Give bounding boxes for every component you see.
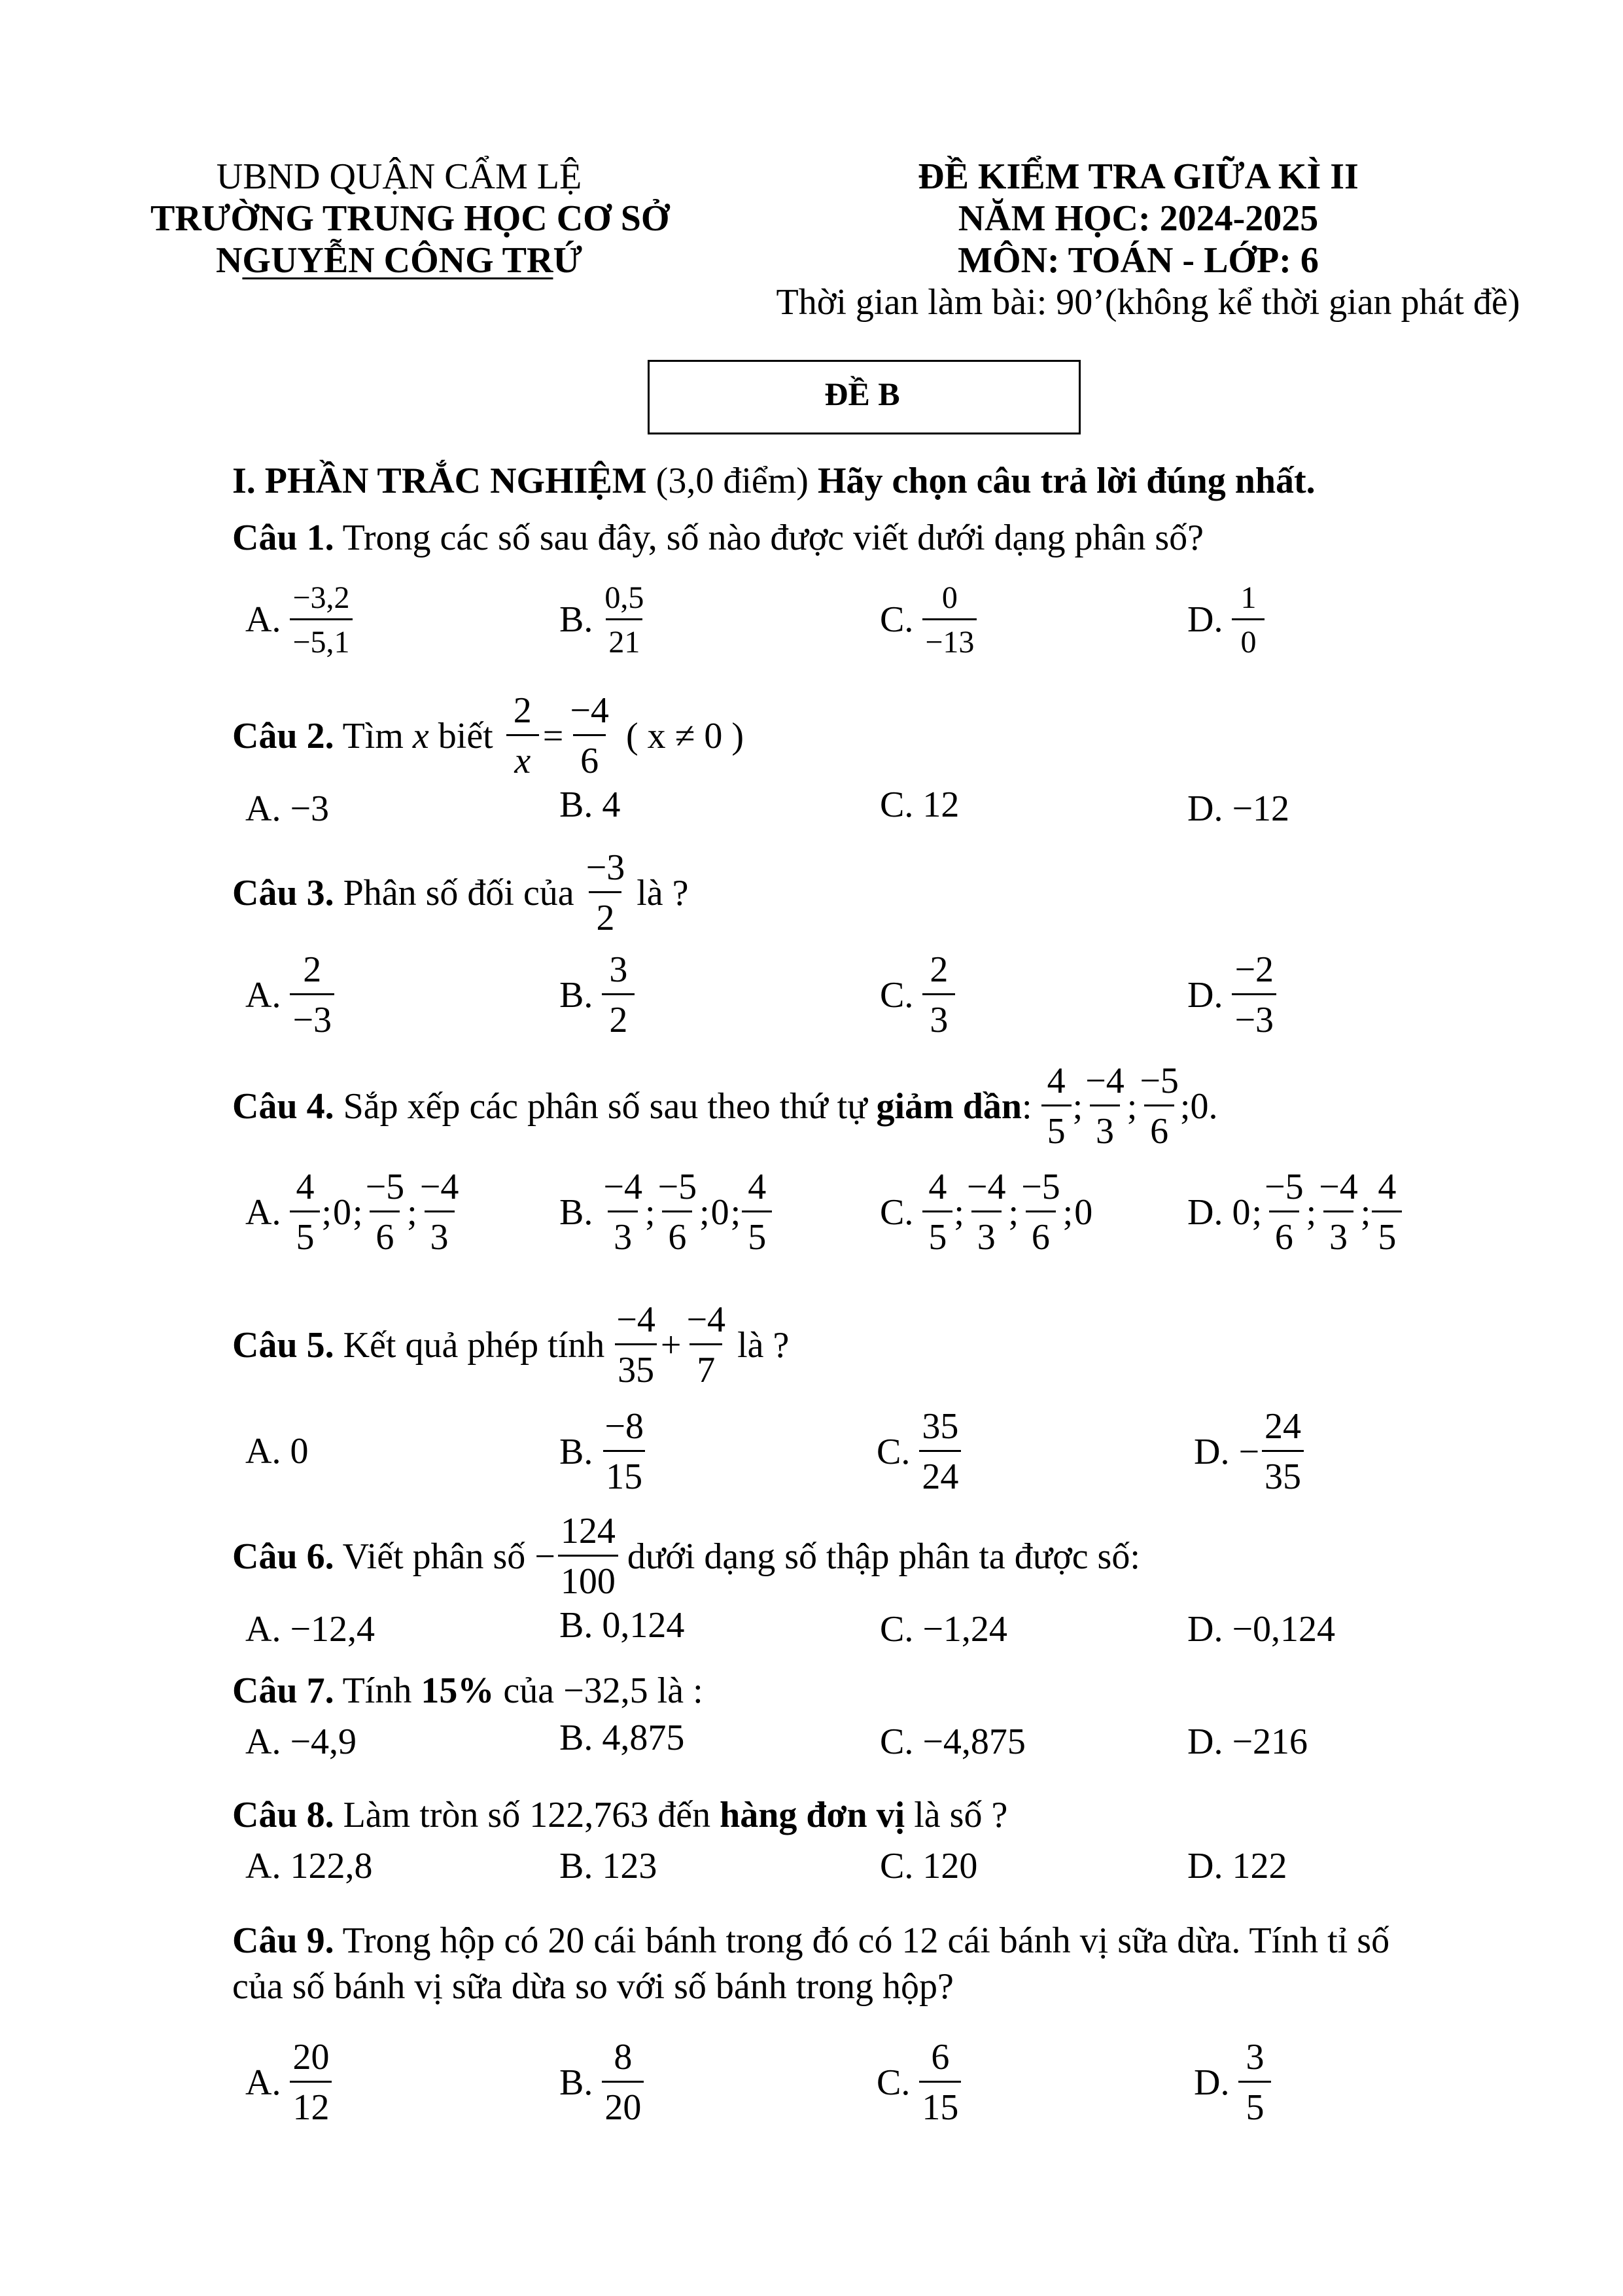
q2-condition: ( x ≠ 0 ) (625, 715, 744, 756)
q1-text: Trong các số sau đây, số nào được viết dưới dạng phân số? (334, 518, 1204, 558)
separator: ; (1251, 1192, 1263, 1233)
denominator: 6 (1026, 1210, 1056, 1258)
denominator: 2 (589, 891, 621, 939)
option-label: C. (880, 1192, 914, 1233)
option-label: A. (245, 599, 281, 641)
q7-option-c[interactable] (880, 1721, 1026, 1763)
exam-code-text: ĐỀ B (824, 376, 900, 412)
q3-option-a[interactable] (245, 949, 334, 1042)
q8-label: Câu 8. (232, 1795, 334, 1835)
zero: 0 (1074, 1192, 1093, 1233)
fraction (1262, 1405, 1304, 1498)
numerator: 24 (1265, 1406, 1302, 1447)
denominator: 15 (603, 1450, 645, 1498)
school-year: NĂM HỌC: 2024-2025 (958, 198, 1319, 239)
q7-option-a[interactable] (245, 1721, 357, 1763)
numerator: −3 (585, 847, 625, 888)
q4-colon: : (1022, 1086, 1041, 1127)
denominator: 35 (1262, 1450, 1304, 1498)
fraction (602, 949, 635, 1042)
denominator: 5 (922, 1210, 952, 1258)
separator: ; (353, 1192, 363, 1233)
numerator: −4 (1319, 1167, 1358, 1207)
school-district: UBND QUẬN CẨM LỆ (216, 156, 582, 197)
fraction (1318, 1166, 1359, 1259)
q4-text: Sắp xếp các phân số sau theo thứ tự (334, 1086, 877, 1127)
option-text: C. −1,24 (880, 1609, 1007, 1650)
numerator: 35 (922, 1406, 959, 1447)
header-right-line2 (870, 198, 1406, 239)
q2-stem (232, 690, 744, 783)
q7-bold: 15% (421, 1670, 495, 1711)
numerator: −8 (604, 1406, 644, 1447)
q1-option-a[interactable] (245, 580, 353, 660)
section1-points: (3,0 điểm) (646, 461, 818, 501)
q2-lhs-fraction (506, 690, 539, 783)
denominator: 3 (971, 1210, 1002, 1258)
q5-option-c[interactable] (877, 1405, 961, 1498)
numerator: −4 (966, 1167, 1006, 1207)
fraction (290, 580, 352, 660)
q3-stem (232, 847, 689, 940)
header-left-line1 (150, 156, 648, 198)
separator: ; (1126, 1086, 1138, 1127)
numerator: 2 (513, 690, 532, 731)
zero: 0 (1232, 1192, 1251, 1233)
option-text: D. −216 (1187, 1722, 1308, 1762)
q4-option-a[interactable] (245, 1166, 460, 1259)
q9-option-c[interactable] (877, 2036, 961, 2129)
q2-option-a[interactable] (245, 788, 329, 830)
q6-option-d[interactable] (1187, 1608, 1335, 1650)
denominator: −13 (922, 618, 977, 660)
numerator: 1 (1240, 580, 1257, 615)
q9-text-line1: Trong hộp có 20 cái bánh trong đó có 12 cái bánh vị sữa dừa. Tính tỉ số (334, 1920, 1390, 1961)
q7-text-post: của −32,5 là : (494, 1670, 703, 1711)
denominator: −5,1 (290, 618, 352, 660)
denominator: 5 (290, 1210, 320, 1258)
numerator: −5 (1021, 1167, 1060, 1207)
fraction (602, 2036, 644, 2129)
q8-stem (232, 1794, 1007, 1836)
denominator: 15 (919, 2081, 961, 2128)
q6-text: Viết phân số (334, 1536, 535, 1577)
denominator: −3 (1232, 993, 1276, 1041)
numerator: −3,2 (292, 580, 350, 615)
numerator: 2 (930, 949, 949, 990)
school-name-start: N (215, 240, 243, 281)
numerator: −5 (1140, 1061, 1179, 1101)
numerator: 124 (560, 1511, 616, 1551)
q8-text-pre: Làm tròn số 122,763 đến (334, 1795, 720, 1835)
q5-text: Kết quả phép tính (334, 1324, 614, 1366)
option-text: C. 12 (880, 785, 960, 825)
section1-heading: I. PHẦN TRẮC NGHIỆM (232, 461, 647, 501)
q4-stem (232, 1060, 1217, 1153)
fraction (364, 1166, 406, 1259)
fraction (1232, 580, 1265, 660)
q8-bold: hàng đơn vị (720, 1795, 905, 1835)
zero: 0 (710, 1192, 729, 1233)
minus-sign: − (1238, 1431, 1260, 1472)
q5-option-d[interactable] (1194, 1405, 1304, 1498)
q4-option-b[interactable] (559, 1166, 772, 1259)
q9-option-d[interactable] (1194, 2036, 1271, 2129)
numerator: 8 (614, 2037, 633, 2077)
q9-label: Câu 9. (232, 1920, 334, 1961)
separator: ; (321, 1192, 332, 1233)
q4-option-c[interactable] (880, 1166, 1092, 1259)
numerator: −5 (365, 1167, 405, 1207)
q1-option-b[interactable] (559, 580, 646, 660)
denominator: x (506, 734, 539, 782)
header-right-line1 (870, 156, 1406, 198)
denominator: 35 (615, 1343, 657, 1391)
numerator: 4 (748, 1167, 767, 1207)
numerator: −4 (1085, 1061, 1125, 1101)
numerator: 2 (303, 949, 322, 990)
fraction (290, 2036, 332, 2129)
denominator: 0 (1232, 618, 1265, 660)
denominator: 12 (290, 2081, 332, 2128)
numerator: 20 (292, 2037, 330, 2077)
separator: ; (1306, 1192, 1317, 1233)
denominator: 6 (1269, 1210, 1299, 1258)
fraction (1372, 1166, 1402, 1259)
fraction (1020, 1166, 1062, 1259)
section1-title (232, 460, 1316, 502)
option-label: D. (1187, 974, 1223, 1016)
fraction (1084, 1060, 1126, 1153)
fraction (419, 1166, 461, 1259)
option-text: C. −4,875 (880, 1722, 1026, 1762)
fraction (1263, 1166, 1305, 1259)
q8-option-a[interactable] (245, 1845, 372, 1887)
school-name-end: Ứ (553, 240, 583, 281)
q6-stem (232, 1510, 1140, 1603)
school-name-underlined: GUYỄN CÔNG TR (242, 240, 553, 281)
fraction (1041, 1060, 1072, 1153)
numerator: 4 (1378, 1167, 1397, 1207)
fraction (1138, 1060, 1180, 1153)
q4-tail: ;0. (1179, 1086, 1218, 1127)
fraction (657, 1166, 699, 1259)
option-label: B. (559, 599, 593, 641)
option-label: B. (559, 1192, 593, 1233)
denominator: 6 (370, 1210, 400, 1258)
q2-text-pre: Tìm (334, 715, 413, 756)
q7-text-pre: Tính (334, 1670, 421, 1711)
q2-option-c[interactable] (880, 784, 959, 826)
q9-option-a[interactable] (245, 2036, 332, 2129)
q8-text-post: là số ? (905, 1795, 1008, 1835)
exam-code (648, 376, 1077, 414)
q3-option-b[interactable] (559, 949, 635, 1042)
q2-text-mid: biết (428, 715, 502, 756)
numerator: 6 (931, 2037, 950, 2077)
q6-label: Câu 6. (232, 1536, 334, 1577)
q5-tail: là ? (728, 1324, 790, 1366)
option-text: A. −4,9 (245, 1722, 357, 1762)
denominator: 2 (602, 993, 635, 1041)
fraction (602, 1166, 644, 1259)
section1-instruction: Hãy chọn câu trả lời đúng nhất. (817, 461, 1316, 501)
q4-option-d[interactable] (1187, 1166, 1402, 1259)
denominator: 5 (1372, 1210, 1402, 1258)
separator: ; (407, 1192, 417, 1233)
q9-stem-line2 (232, 1966, 954, 2007)
q2-rhs-fraction (567, 690, 612, 783)
equals-sign: = (542, 715, 564, 756)
denominator: 5 (742, 1210, 772, 1258)
q7-option-b[interactable] (559, 1717, 684, 1759)
denominator: 7 (689, 1343, 722, 1391)
option-label: C. (880, 974, 914, 1016)
option-text: B. 0,124 (559, 1605, 685, 1646)
fraction (602, 1405, 646, 1498)
q5-label: Câu 5. (232, 1324, 334, 1366)
q1-option-c[interactable] (880, 580, 977, 660)
numerator: 4 (296, 1167, 315, 1207)
option-text: D. −0,124 (1187, 1609, 1336, 1650)
separator: ; (1008, 1192, 1019, 1233)
q2-option-d[interactable] (1187, 788, 1289, 830)
exam-title: ĐỀ KIỂM TRA GIỮA KÌ II (918, 156, 1359, 197)
fraction (558, 1510, 618, 1603)
q1-label: Câu 1. (232, 518, 334, 558)
option-text: A. 0 (245, 1431, 309, 1472)
q2-option-b[interactable] (559, 784, 620, 826)
q3-fraction (584, 847, 628, 940)
q2-label: Câu 2. (232, 715, 334, 756)
denominator: 24 (919, 1450, 961, 1498)
fraction (290, 949, 334, 1042)
fraction (602, 580, 646, 660)
q5-option-b[interactable] (559, 1405, 646, 1498)
q3-option-d[interactable] (1187, 949, 1276, 1042)
separator: ; (699, 1192, 710, 1233)
numerator: −4 (686, 1299, 726, 1340)
fraction (919, 2036, 961, 2129)
separator: ; (1062, 1192, 1073, 1233)
option-label: D. (1187, 1192, 1223, 1233)
option-text: D. −12 (1187, 788, 1290, 829)
fraction (1232, 949, 1276, 1042)
fraction (684, 1299, 728, 1392)
fraction (290, 1166, 320, 1259)
header-left-line2 (150, 198, 670, 239)
q6-option-c[interactable] (880, 1608, 1007, 1650)
q6-tail: dưới dạng số thập phân ta được số: (618, 1536, 1140, 1577)
q5-stem (232, 1299, 789, 1392)
q2-variable: x (412, 715, 429, 756)
school-type: TRƯỜNG TRUNG HỌC CƠ SỞ (150, 198, 670, 239)
denominator: 100 (558, 1555, 618, 1602)
option-text: B. 4 (559, 785, 621, 825)
separator: ; (1360, 1192, 1371, 1233)
denominator: 3 (922, 993, 955, 1041)
q1-option-d[interactable] (1187, 580, 1265, 660)
numerator: −5 (657, 1167, 697, 1207)
subject-grade: MÔN: TOÁN - LỚP: 6 (958, 240, 1319, 281)
q7-label: Câu 7. (232, 1670, 334, 1711)
option-label: B. (559, 1431, 593, 1472)
option-text: C. 120 (880, 1846, 978, 1886)
denominator: 3 (1090, 1104, 1120, 1152)
q3-text: Phân số đối của (334, 872, 584, 913)
fraction (922, 1166, 952, 1259)
q9-text-line2: của số bánh vị sữa dừa so với số bánh trong hộp? (232, 1966, 954, 2007)
denominator: 6 (662, 1210, 692, 1258)
header-right-line3 (870, 239, 1406, 281)
separator: ; (954, 1192, 964, 1233)
option-text: D. 122 (1187, 1846, 1287, 1886)
fraction (922, 580, 977, 660)
q3-option-c[interactable] (880, 949, 955, 1042)
numerator: −4 (419, 1167, 459, 1207)
numerator: 4 (928, 1167, 947, 1207)
option-label: A. (245, 1192, 281, 1233)
option-text: B. 123 (559, 1846, 657, 1886)
q4-bold: giảm dần (876, 1086, 1022, 1127)
separator: ; (644, 1192, 655, 1233)
q4-label: Câu 4. (232, 1086, 334, 1127)
fraction (1238, 2036, 1271, 2129)
option-label: A. (245, 974, 281, 1016)
numerator: −2 (1234, 949, 1274, 990)
numerator: 0 (941, 580, 958, 615)
fraction (614, 1299, 658, 1392)
exam-duration: Thời gian làm bài: 90’(không kể thời gian phát đề) (776, 282, 1520, 323)
denominator: 6 (1144, 1104, 1174, 1152)
option-text: A. −3 (245, 788, 330, 829)
numerator: 0,5 (604, 580, 644, 615)
fraction (922, 949, 955, 1042)
q8-option-b[interactable] (559, 1845, 657, 1887)
denominator: 21 (606, 618, 642, 660)
option-label: D. (1194, 2062, 1230, 2103)
option-label: C. (880, 599, 914, 641)
plus-sign: + (660, 1324, 682, 1366)
denominator: 3 (1323, 1210, 1353, 1258)
option-label: A. (245, 2062, 281, 2103)
numerator: 3 (609, 949, 628, 990)
separator: ; (730, 1192, 741, 1233)
option-label: C. (877, 2062, 911, 2103)
fraction (966, 1166, 1007, 1259)
numerator: −4 (616, 1299, 655, 1340)
option-label: C. (877, 1431, 911, 1472)
q9-stem-line1 (232, 1920, 1389, 1962)
q8-option-d[interactable] (1187, 1845, 1287, 1887)
denominator: −3 (290, 993, 334, 1041)
denominator: 3 (425, 1210, 455, 1258)
denominator: 3 (608, 1210, 638, 1258)
numerator: −5 (1265, 1167, 1304, 1207)
header-left-line3 (150, 239, 648, 281)
numerator: 4 (1047, 1061, 1066, 1101)
option-text: A. −12,4 (245, 1609, 375, 1650)
q6-option-a[interactable] (245, 1608, 375, 1650)
numerator: 3 (1246, 2037, 1265, 2077)
denominator: 5 (1238, 2081, 1271, 2128)
q7-option-d[interactable] (1187, 1721, 1308, 1763)
option-label: B. (559, 2062, 593, 2103)
fraction (742, 1166, 772, 1259)
q3-label: Câu 3. (232, 872, 334, 913)
numerator: −4 (570, 690, 609, 731)
q5-option-a[interactable] (245, 1430, 308, 1472)
q1-stem (232, 517, 1204, 559)
q9-option-b[interactable] (559, 2036, 644, 2129)
denominator: 20 (602, 2081, 644, 2128)
header-right-line4 (765, 281, 1531, 323)
minus-sign: − (534, 1536, 555, 1577)
separator: ; (1072, 1086, 1083, 1127)
q3-tail: là ? (627, 872, 689, 913)
q8-option-c[interactable] (880, 1845, 977, 1887)
option-label: D. (1187, 599, 1223, 641)
option-text: A. 122,8 (245, 1846, 373, 1886)
numerator: −4 (603, 1167, 642, 1207)
denominator: 5 (1041, 1104, 1072, 1152)
q7-stem (232, 1670, 703, 1712)
denominator: 6 (573, 734, 606, 782)
option-label: D. (1194, 1431, 1230, 1472)
q6-option-b[interactable] (559, 1604, 684, 1646)
option-text: B. 4,875 (559, 1718, 685, 1758)
zero: 0 (333, 1192, 352, 1233)
fraction (919, 1405, 961, 1498)
option-label: B. (559, 974, 593, 1016)
